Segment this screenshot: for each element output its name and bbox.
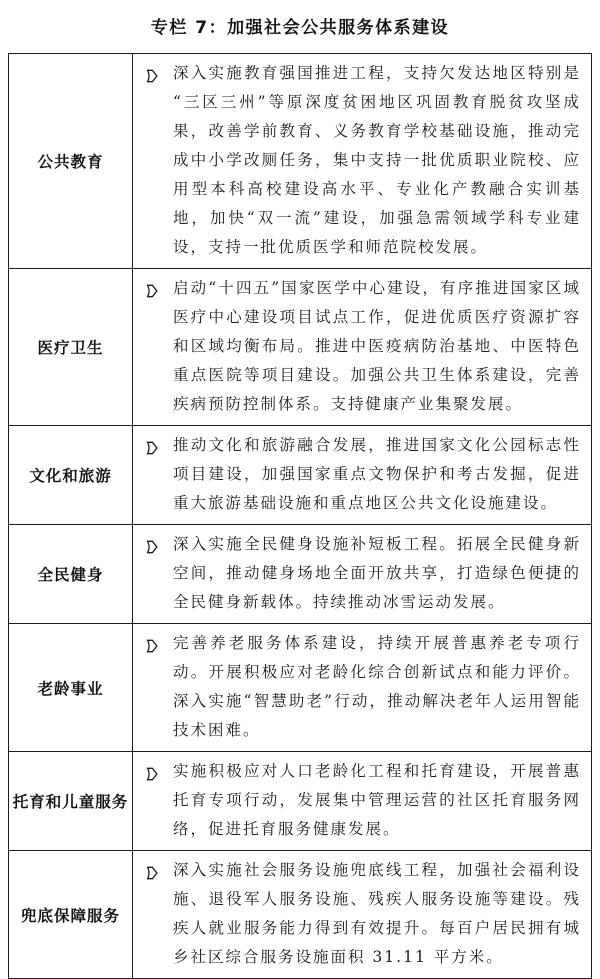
category-label: 兜底保障服务	[9, 851, 133, 978]
table-row-culture-tourism	[9, 425, 591, 524]
category-label: 老龄事业	[9, 624, 133, 751]
content-cell	[133, 426, 591, 524]
category-label: 公共教育	[9, 54, 133, 268]
content-cell	[133, 851, 591, 978]
hollow-right-arrow-bullet-icon	[146, 766, 158, 785]
content-cell	[133, 269, 591, 425]
content-cell	[133, 624, 591, 751]
row-text: 推动文化和旅游融合发展，推进国家文化公园标志性项目建设，加强国家重点文物保护和考古发掘，促进重大旅游基础设施和重点地区公共文化设施建设。	[173, 436, 581, 512]
hollow-right-arrow-bullet-icon	[146, 440, 158, 459]
table-row-public-education	[9, 54, 591, 268]
row-text: 深入实施全民健身设施补短板工程。拓展全民健身新空间，推动健身场地全面开放共享，打造绿色便捷的全民健身新载体。持续推动冰雪运动发展。	[173, 535, 581, 611]
table-row-basic-guarantee-services	[9, 850, 591, 978]
hollow-right-arrow-bullet-icon	[146, 68, 158, 87]
content-cell	[133, 54, 591, 268]
row-text: 深入实施教育强国推进工程，支持欠发达地区特别是“三区三州”等原深度贫困地区巩固教育脱贫攻坚成果，改善学前教育、义务教育学校基础设施，推动完成中小学改厕任务，集中支持一批优质职业院校、应用型本科高校建设高水平、专业化产教融合实训基地，加快“双一流”建设，加强急需领域学科专业建设，支持一批优质医学和师范院校发展。	[173, 64, 581, 256]
row-text: 启动“十四五”国家医学中心建设，有序推进国家区域医疗中心建设项目试点工作，促进优质医疗资源扩容和区域均衡布局。推进中医疫病防治基地、中医特色重点医院等项目建设。加强公共卫生体系建设，完善疾病预防控制体系。支持健康产业集聚发展。	[173, 279, 581, 413]
row-text: 完善养老服务体系建设，持续开展普惠养老专项行动。开展积极应对老龄化综合创新试点和能力评价。深入实施“智慧助老”行动，推动解决老年人运用智能技术困难。	[173, 634, 581, 739]
page-title: 专栏 7：加强社会公共服务体系建设	[150, 18, 450, 38]
content-cell	[133, 525, 591, 623]
hollow-right-arrow-bullet-icon	[146, 283, 158, 302]
category-label: 医疗卫生	[9, 269, 133, 425]
category-label: 全民健身	[9, 525, 133, 623]
table-row-aging-affairs	[9, 623, 591, 751]
category-label: 托育和儿童服务	[9, 752, 133, 850]
hollow-right-arrow-bullet-icon	[146, 539, 158, 558]
row-text: 实施积极应对人口老龄化工程和托育建设，开展普惠托育专项行动，发展集中管理运营的社区托育服务网络，促进托育服务健康发展。	[173, 762, 581, 838]
content-cell	[133, 752, 591, 850]
category-label: 文化和旅游	[9, 426, 133, 524]
table-row-national-fitness	[9, 524, 591, 623]
row-text: 深入实施社会服务设施兜底线工程，加强社会福利设施、退役军人服务设施、残疾人服务设施等建设。残疾人就业服务能力得到有效提升。每百户居民拥有城乡社区综合服务设施面积 31.11 平方米。	[173, 861, 581, 966]
public-services-table	[8, 53, 592, 979]
hollow-right-arrow-bullet-icon	[146, 638, 158, 657]
table-row-medical-health	[9, 268, 591, 425]
hollow-right-arrow-bullet-icon	[146, 865, 158, 884]
table-row-childcare-services	[9, 751, 591, 850]
